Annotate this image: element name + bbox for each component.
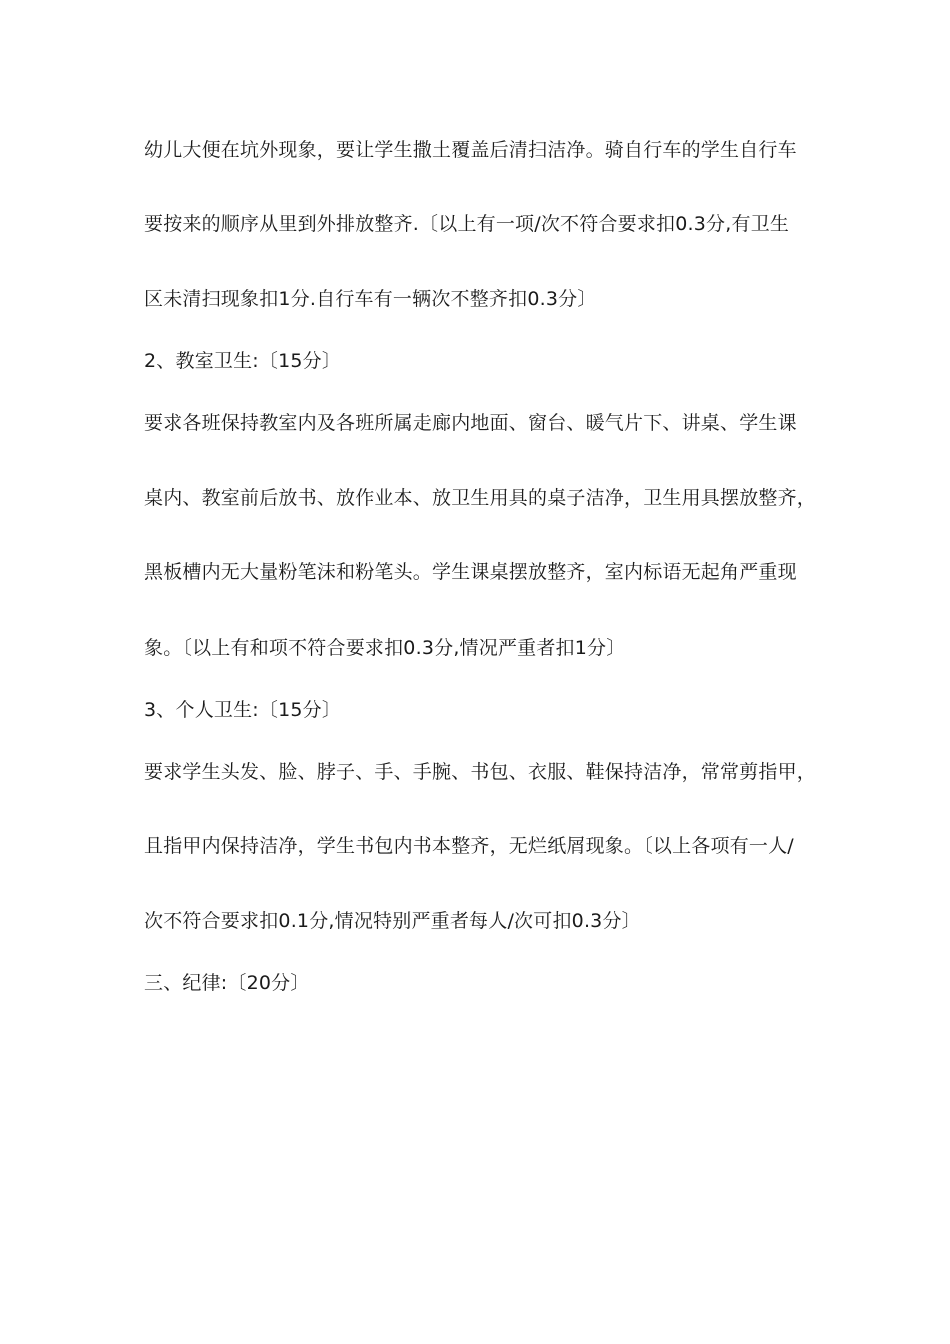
body-text-line: 要按来的顺序从里到外排放整齐.〔以上有一项/次不符合要求扣0.3分,有卫生 xyxy=(144,213,790,235)
body-text-line: 次不符合要求扣0.1分,情况特别严重者每人/次可扣0.3分〕 xyxy=(144,910,641,932)
body-text-line: 桌内、教室前后放书、放作业本、放卫生用具的桌子洁净，卫生用具摆放整齐， xyxy=(144,487,817,509)
body-text-line: 要求学生头发、脸、脖子、手、手腕、书包、衣服、鞋保持洁净，常常剪指甲， xyxy=(144,761,817,783)
section-heading: 2、教室卫生:〔15分〕 xyxy=(144,350,342,372)
section-heading: 3、个人卫生:〔15分〕 xyxy=(144,699,342,721)
body-text-line: 且指甲内保持洁净，学生书包内书本整齐，无烂纸屑现象。〔以上各项有一人/ xyxy=(144,835,794,857)
body-text-line: 区未清扫现象扣1分.自行车有一辆次不整齐扣0.3分〕 xyxy=(144,288,597,310)
body-text-line: 要求各班保持教室内及各班所属走廊内地面、窗台、暖气片下、讲桌、学生课 xyxy=(144,412,797,434)
body-text-line: 幼儿大便在坑外现象，要让学生撒土覆盖后清扫洁净。骑自行车的学生自行车 xyxy=(144,139,797,161)
body-text-line: 黑板槽内无大量粉笔沫和粉笔头。学生课桌摆放整齐，室内标语无起角严重现 xyxy=(144,561,797,583)
body-text-line: 象。〔以上有和项不符合要求扣0.3分,情况严重者扣1分〕 xyxy=(144,637,626,659)
section-heading: 三、纪律:〔20分〕 xyxy=(144,972,310,994)
